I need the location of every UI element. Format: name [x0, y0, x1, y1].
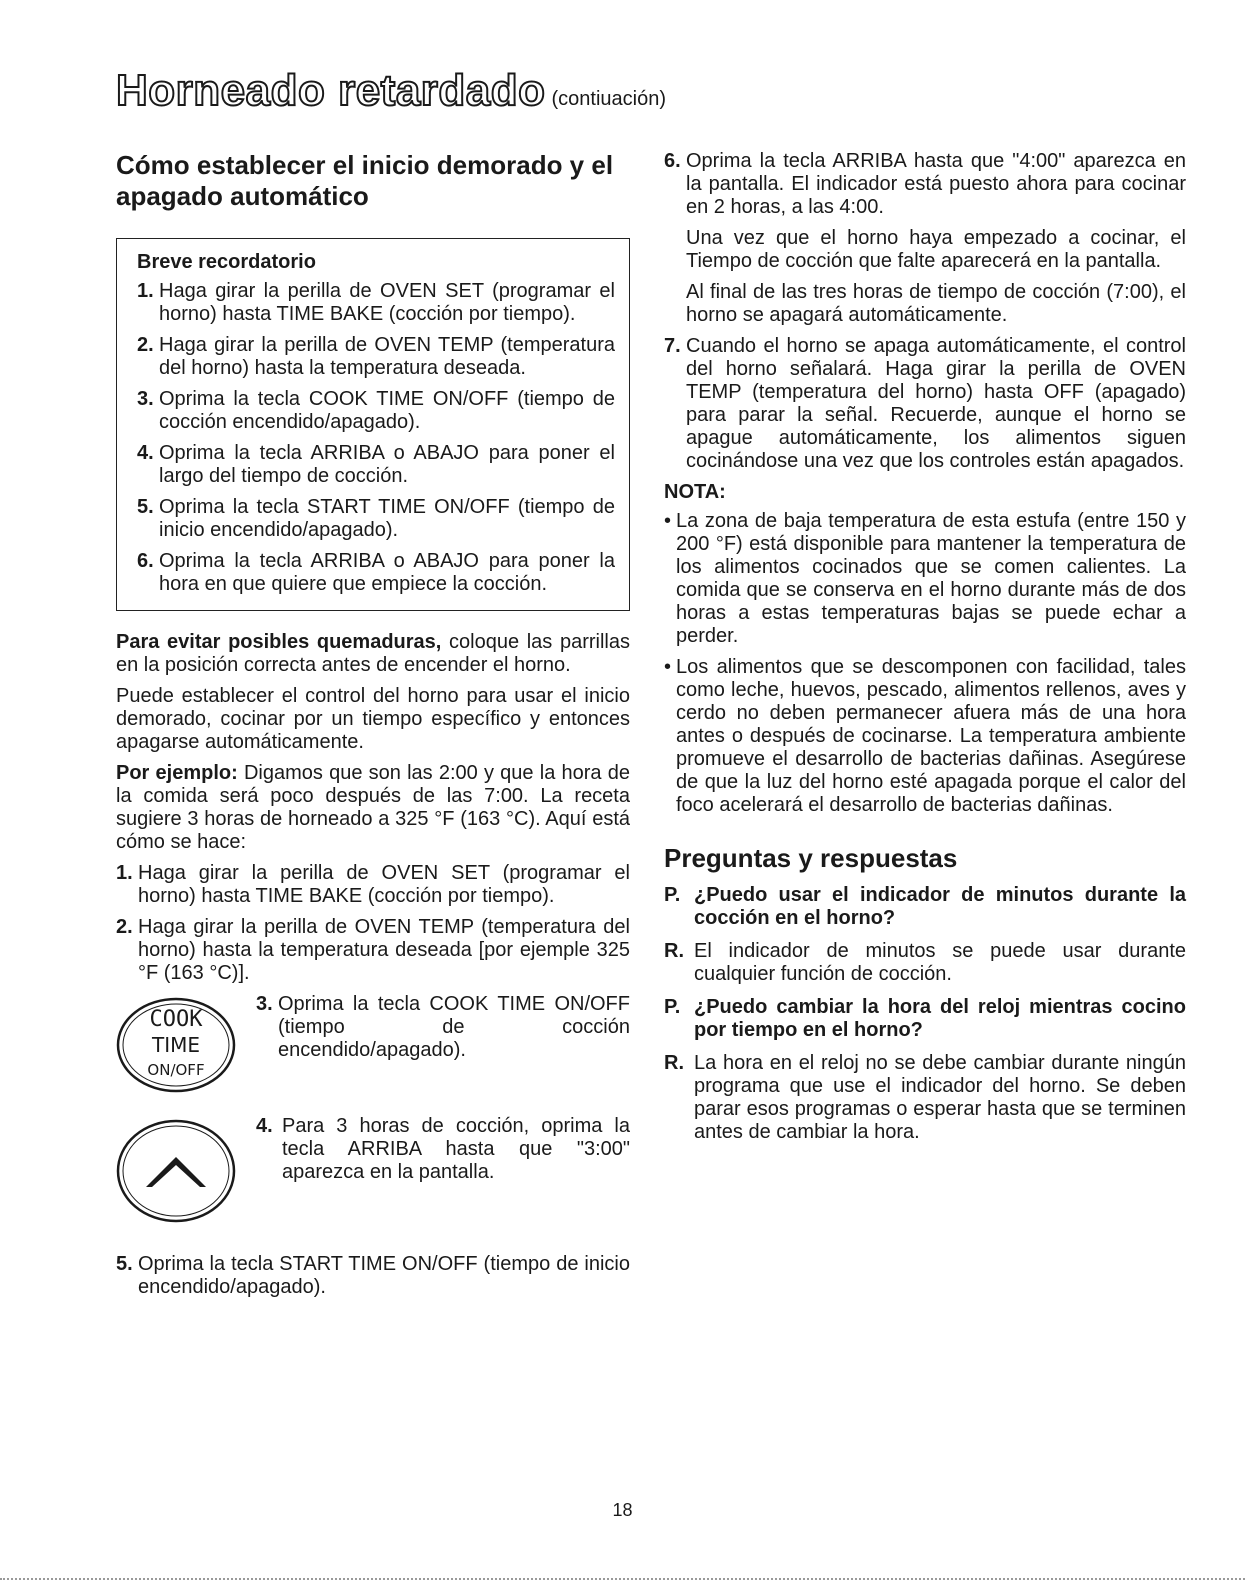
step-4-row: [116, 1115, 630, 1239]
qa-letter: R.: [664, 940, 684, 962]
reminder-item: [137, 388, 615, 434]
item-number: 1.: [137, 280, 154, 302]
note-item: [664, 656, 1186, 817]
step-item: [116, 993, 630, 1062]
step-text: Haga girar la perilla de OVEN SET (programar el horno) hasta TIME BAKE (cocción por tiempo).: [138, 862, 630, 907]
warning-text: coloque las parrillas en la posición correcta antes de encender el horno.: [116, 631, 630, 676]
qa-answer: [664, 940, 1186, 986]
reminder-item: [137, 550, 615, 596]
reminder-item: [137, 334, 615, 380]
example-text: Digamos que son las 2:00 y que la hora de la comida será poco después de las 7:00. La receta sugiere 3 horas de horneado a 325 °F (163 °C). Aquí está cómo se hace:: [116, 762, 630, 853]
bullet-icon: •: [664, 510, 672, 532]
qa-text: El indicador de minutos se puede usar durante cualquier función de cocción.: [694, 940, 1186, 985]
step-number: 5.: [116, 1253, 133, 1275]
item-text: Oprima la tecla START TIME ON/OFF (tiempo de inicio encendido/apagado).: [159, 496, 615, 541]
example-paragraph: [116, 762, 630, 854]
right-column: [664, 150, 1186, 1154]
reminder-title: Breve recordatorio: [137, 251, 316, 273]
note-label: NOTA:: [664, 481, 726, 503]
qa-text: ¿Puedo cambiar la hora del reloj mientras cocino por tiempo en el horno?: [694, 996, 1186, 1041]
intro-paragraph: Puede establecer el control del horno para usar el inicio demorado, cocinar por un tiempo específico y entonces apagarse automáticamente.: [116, 685, 630, 753]
qa-answer: [664, 1052, 1186, 1144]
item-text: Oprima la tecla COOK TIME ON/OFF (tiempo de cocción encendido/apagado).: [159, 388, 615, 433]
step-6-note: Al final de las tres horas de tiempo de cocción (7:00), el horno se apagará automáticamente.: [686, 281, 1186, 326]
step-text: Haga girar la perilla de OVEN TEMP (temperatura del horno) hasta la temperatura deseada [por ejemple 325 °F (163 °C)].: [138, 916, 630, 984]
cook-key-line2: TIME: [151, 1033, 201, 1057]
qa-question: [664, 996, 1186, 1042]
bottom-divider: [0, 1578, 1245, 1580]
note-item: [664, 510, 1186, 648]
step-text: Oprima la tecla START TIME ON/OFF (tiempo de inicio encendido/apagado).: [138, 1253, 630, 1298]
qa-heading: Preguntas y respuestas: [664, 843, 958, 873]
cook-key-line1: COOK: [149, 1007, 203, 1032]
page-title: [116, 66, 666, 116]
qa-text: ¿Puedo usar el indicador de minutos durante la cocción en el horno?: [694, 884, 1186, 929]
step-item: [664, 150, 1186, 219]
item-text: Oprima la tecla ARRIBA o ABAJO para poner el largo del tiempo de cocción.: [159, 442, 615, 487]
warning-paragraph: [116, 631, 630, 677]
step-number: 1.: [116, 862, 133, 884]
cook-key-line3: ON/OFF: [147, 1061, 205, 1079]
note-text: Los alimentos que se descomponen con facilidad, tales como leche, huevos, pescado, alimentos rellenos, aves y cerdo no deben permanecer afuera más de una hora antes o después de cocinarse. La temperatura ambiente promueve el desarrollo de bacterias dañinas. Asegúrese de que la luz del horno esté apagada porque el calor del foco acelerará el desarrollo de bacterias dañinas.: [676, 656, 1186, 816]
step-item: [116, 862, 630, 908]
item-number: 5.: [137, 496, 154, 518]
qa-text: La hora en el reloj no se debe cambiar durante ningún programa que use el indicador del horno. Se deben parar esos programas o esperar hasta que se terminen antes de cambiar la hora.: [694, 1052, 1186, 1143]
item-text: Oprima la tecla ARRIBA o ABAJO para poner la hora en que quiere que empiece la cocción.: [159, 550, 615, 595]
item-number: 4.: [137, 442, 154, 464]
example-lead: Por ejemplo:: [116, 762, 238, 784]
step-number: 4.: [256, 1115, 273, 1137]
section-heading: Cómo establecer el inicio demorado y el apagado automático: [116, 150, 614, 211]
page-title-main: Horneado retardado: [116, 66, 546, 115]
warning-lead: Para evitar posibles quemaduras,: [116, 631, 442, 653]
item-number: 3.: [137, 388, 154, 410]
step-number: 2.: [116, 916, 133, 938]
step-item: [116, 916, 630, 985]
reminder-item: [137, 442, 615, 488]
qa-letter: P.: [664, 884, 681, 906]
page-number: 18: [612, 1500, 633, 1520]
item-number: 6.: [137, 550, 154, 572]
step-3-row: [116, 993, 630, 1105]
step-text: Para 3 horas de cocción, oprima la tecla ARRIBA hasta que "3:00" aparezca en la pantalla.: [282, 1115, 630, 1183]
step-item: [664, 335, 1186, 473]
step-6-note: Una vez que el horno haya empezado a cocinar, el Tiempo de cocción que falte aparecerá en la pantalla.: [686, 227, 1186, 272]
bullet-icon: •: [664, 656, 672, 678]
step-text: Oprima la tecla ARRIBA hasta que "4:00" aparezca en la pantalla. El indicador está puesto ahora para cocinar en 2 horas, a las 4:00.: [686, 150, 1186, 218]
qa-letter: R.: [664, 1052, 684, 1074]
item-text: Haga girar la perilla de OVEN TEMP (temperatura del horno) hasta la temperatura deseada.: [159, 334, 615, 379]
reminder-item: [137, 280, 615, 326]
qa-question: [664, 884, 1186, 930]
page-title-sub: (contiuación): [551, 88, 667, 110]
left-column: [116, 150, 630, 1307]
step-item: [116, 1253, 630, 1299]
reminder-item: [137, 496, 615, 542]
step-number: 7.: [664, 335, 681, 357]
item-number: 2.: [137, 334, 154, 356]
step-text: Oprima la tecla COOK TIME ON/OFF (tiempo de cocción encendido/apagado).: [278, 993, 630, 1061]
note-text: La zona de baja temperatura de esta estufa (entre 150 y 200 °F) está disponible para mantener la temperatura de los alimentos cocinados que se comen calientes. La comida que se conserva en el horno durante más de dos horas a estas temperaturas bajas se puede echar a perder.: [676, 510, 1186, 647]
step-number: 3.: [256, 993, 273, 1015]
qa-letter: P.: [664, 996, 681, 1018]
step-number: 6.: [664, 150, 681, 172]
item-text: Haga girar la perilla de OVEN SET (programar el horno) hasta TIME BAKE (cocción por tiempo).: [159, 280, 615, 325]
reminder-box: [116, 238, 630, 611]
step-item: [116, 1115, 630, 1184]
step-text: Cuando el horno se apaga automáticamente, el control del horno señalará. Haga girar la perilla de OVEN TEMP (temperatura del horno) hasta OFF (apagado) para parar la señal. Recuerde, aunque el horno se apague automáticamente, los alimentos siguen cocinándose una vez que los controles están apagados.: [686, 335, 1186, 472]
